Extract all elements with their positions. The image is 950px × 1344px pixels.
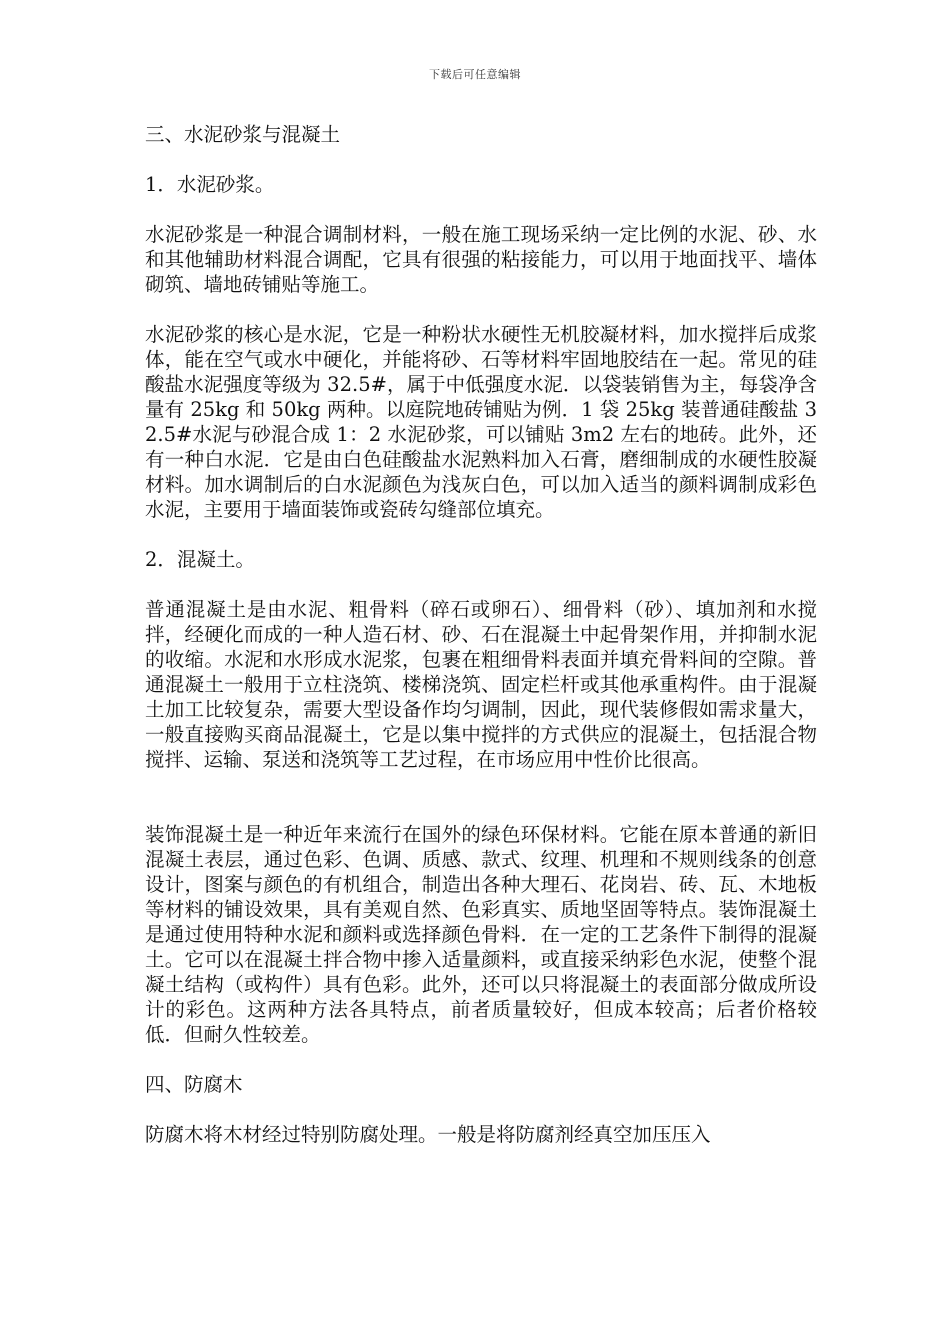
subheading-cement-mortar: 1．水泥砂浆。 — [145, 173, 275, 196]
document-body — [145, 122, 817, 1172]
paragraph-preserved-wood: 防腐木将木材经过特别防腐处理。一般是将防腐剂经真空加压压入 — [145, 1123, 711, 1146]
subheading-concrete: 2．混凝土。 — [145, 548, 255, 571]
paragraph-mortar-core: 水泥砂浆的核心是水泥，它是一种粉状水硬性无机胶凝材料，加水搅拌后成浆体，能在空气或水中硬化，并能将砂、石等材料牢固地胶结在一起。常见的硅酸盐水泥强度等级为 32.5#，属于中低强度水泥．以袋装销售为主，每袋净含量有 25kg 和 50kg 两种。以庭院地砖铺贴为例．1 袋 25kg 装普通硅酸盐 32.5#水泥与砂混合成 1：2 水泥砂浆，可以铺贴 3m2 左右的地砖。此外，还有一种白水泥．它是由白色硅酸盐水泥熟料加入石膏，磨细制成的水硬性胶凝材料。加水调制后的白水泥颜色为浅灰白色，可以加入适当的颜料调制成彩色水泥，主要用于墙面装饰或瓷砖勾缝部位填充。 — [145, 323, 817, 521]
section-heading-cement-concrete: 三、水泥砂浆与混凝土 — [145, 123, 341, 146]
paragraph-decorative-concrete: 装饰混凝土是一种近年来流行在国外的绿色环保材料。它能在原本普通的新旧混凝土表层，通过色彩、色调、质感、款式、纹理、机理和不规则线条的创意设计，图案与颜色的有机组合，制造出各种大理石、花岗岩、砖、瓦、木地板等材料的铺设效果，具有美观自然、色彩真实、质地坚固等特点。装饰混凝土是通过使用特种水泥和颜料或选择颜色骨料．在一定的工艺条件下制得的混凝土。它可以在混凝土拌合物中掺入适量颜料，或直接采纳彩色水泥，使整个混凝土结构（或构件）具有色彩。此外，还可以只将混凝土的表面部分做成所设计的彩色。这两种方法各具特点，前者质量较好，但成本较高；后者价格较低．但耐久性较差。 — [145, 823, 817, 1046]
paragraph-mortar-intro: 水泥砂浆是一种混合调制材料，一般在施工现场采纳一定比例的水泥、砂、水和其他辅助材料混合调配，它具有很强的粘接能力，可以用于地面找平、墙体砌筑、墙地砖铺贴等施工。 — [145, 223, 817, 296]
paragraph-ordinary-concrete: 普通混凝土是由水泥、粗骨料（碎石或卵石）、细骨料（砂）、填加剂和水搅拌，经硬化而成的一种人造石材、砂、石在混凝土中起骨架作用，并抑制水泥的收缩。水泥和水形成水泥浆，包裹在粗细骨料表面并填充骨料间的空隙。普通混凝土一般用于立柱浇筑、楼梯浇筑、固定栏杆或其他承重构件。由于混凝土加工比较复杂，需要大型设备作均匀调制，因此，现代装修假如需求量大，一般直接购买商品混凝土，它是以集中搅拌的方式供应的混凝土，包括混合物搅拌、运输、泵送和浇筑等工艺过程，在市场应用中性价比很高。 — [145, 598, 817, 771]
section-heading-preserved-wood: 四、防腐木 — [145, 1073, 243, 1096]
page-header: 下载后可任意编辑 — [429, 68, 521, 81]
